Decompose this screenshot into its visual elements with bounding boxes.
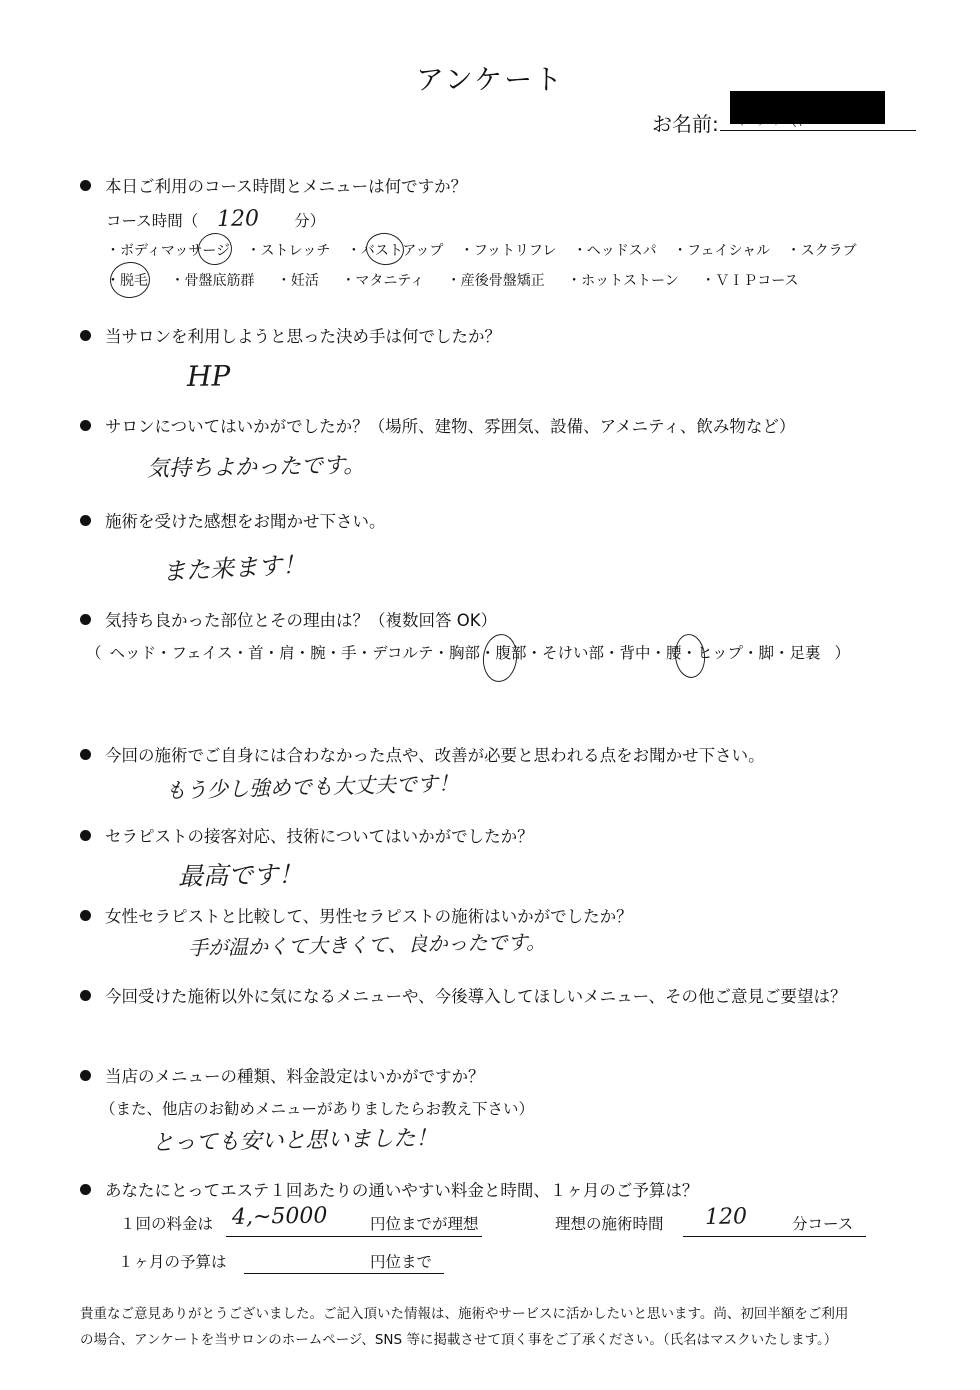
bullet-icon (80, 990, 91, 1001)
menu-item-postpartum-pelvis: ・産後骨盤矯正 (446, 273, 545, 289)
selection-circle-body-massage (195, 230, 234, 267)
course-time-value: 120 (216, 206, 260, 232)
menu-item-head-spa: ・ヘッドスパ (572, 243, 657, 259)
price-value: 4,~5000 (231, 1203, 328, 1230)
question-7: セラピストの接客対応、技術についてはいかがでしたか？ (80, 823, 534, 847)
footer-line-2: の場合、アンケートを当サロンのホームページ、SNS 等に掲載させて頂く事をご了承ください。（氏名はマスクいたします。） (80, 1332, 838, 1348)
bullet-icon (80, 180, 91, 191)
bullet-icon (80, 330, 91, 341)
menu-item-bust-up: ・バストアップ (346, 243, 444, 259)
body-parts-list: ヘッド・フェイス・首・肩・腕・手・デコルテ・胸部・腹部・そけい部・背中・腰・ヒップ・脚・足裏 (109, 644, 821, 662)
bullet-icon (80, 1070, 91, 1081)
parts-open-paren: （ (86, 644, 102, 662)
bullet-icon (80, 420, 91, 431)
budget-label: １ヶ月の予算は (118, 1253, 227, 1271)
bullet-icon (80, 910, 91, 921)
answer-7: 最高です！ (177, 859, 304, 891)
selection-circle-hair-removal (108, 260, 152, 300)
price-suffix: 円位までが理想 (370, 1215, 479, 1233)
course-time-row (106, 207, 325, 232)
bullet-icon (80, 515, 91, 526)
time-label: 理想の施術時間 (555, 1215, 664, 1233)
time-underline (683, 1236, 866, 1237)
question-3: サロンについてはいかがでしたか？（場所、建物、雰囲気、設備、アメニティ、飲み物など） (80, 413, 795, 437)
question-1: 本日ご利用のコース時間とメニューは何ですか？ (80, 173, 467, 197)
answer-6: もう少し強めでも大丈夫です！ (164, 771, 460, 803)
footer-note (80, 1301, 940, 1353)
page-title: アンケート (415, 63, 565, 96)
menu-item-maternity: ・マタニティ (341, 273, 425, 289)
name-underline (720, 130, 916, 131)
menu-item-hair-removal: ・脱毛 (106, 273, 148, 289)
menu-item-pelvic-floor: ・骨盤底筋群 (170, 273, 255, 289)
question-2: 当サロンを利用しようと思った決め手は何でしたか？ (80, 323, 501, 347)
budget-underline (244, 1273, 444, 1274)
answer-4: また来ます！ (161, 550, 307, 586)
bullet-icon (80, 749, 91, 760)
menu-item-body-massage: ・ボディマッサージ (106, 243, 231, 259)
course-time-label: コース時間（ (106, 212, 199, 230)
menu-item-scrub: ・スクラブ (786, 243, 857, 259)
name-label: お名前: (652, 112, 719, 136)
question-10: 当店のメニューの種類、料金設定はいかがですか？ (80, 1063, 485, 1087)
price-label: １回の料金は (120, 1215, 214, 1233)
parts-close-paren: ） (834, 644, 851, 662)
menu-row-2 (106, 270, 799, 290)
menu-item-foot-reflex: ・フットリフレ (459, 243, 557, 259)
footer-line-1: 貴重なご意見ありがとうございました。ご記入頂いた情報は、施術やサービスに活かしたいと思います。尚、初回半額をご利用 (80, 1306, 849, 1322)
course-time-suffix: 分） (294, 212, 326, 230)
menu-item-stretch: ・ストレッチ (246, 243, 331, 259)
question-11: あなたにとってエステ１回あたりの通いやすい料金と時間、１ヶ月のご予算は？ (80, 1177, 698, 1201)
body-parts-row (86, 641, 850, 663)
budget-suffix: 円位まで (370, 1253, 433, 1271)
bullet-icon (80, 1184, 91, 1195)
question-6: 今回の施術でご自身には合わなかった点や、改善が必要と思われる点をお聞かせ下さい。 (80, 742, 765, 766)
price-underline (226, 1236, 482, 1237)
answer-2: HP (186, 359, 231, 393)
time-suffix: 分コース (792, 1215, 854, 1233)
answer-3: 気持ちよかったです。 (146, 453, 366, 482)
question-4: 施術を受けた感想をお聞かせ下さい。 (80, 508, 386, 532)
menu-item-fertility: ・妊活 (276, 273, 319, 289)
answer-10: とっても安いと思いました！ (151, 1126, 438, 1156)
question-5: 気持ち良かった部位とその理由は？（複数回答 OK） (80, 607, 497, 631)
menu-item-vip-course: ・ＶＩＰコース (701, 273, 799, 289)
selection-circle-back (673, 633, 707, 680)
time-value: 120 (704, 1204, 748, 1230)
selection-circle-bust-up (364, 231, 406, 268)
question-8: 女性セラピストと比較して、男性セラピストの施術はいかがでしたか？ (80, 903, 633, 927)
menu-item-facial: ・フェイシャル (673, 243, 771, 259)
menu-item-hot-stone: ・ホットストーン (567, 273, 679, 289)
name-redaction-bar (730, 91, 885, 124)
bullet-icon (80, 830, 91, 841)
bullet-icon (80, 614, 91, 625)
question-9: 今回受けた施術以外に気になるメニューや、今後導入してほしいメニュー、その他ご意見ご要望は？ (80, 983, 847, 1007)
answer-8: 手が温かくて大きくて、良かったです。 (187, 929, 547, 960)
question-10-sub: （また、他店のお勧めメニューがありましたらお教え下さい） (100, 1100, 535, 1118)
